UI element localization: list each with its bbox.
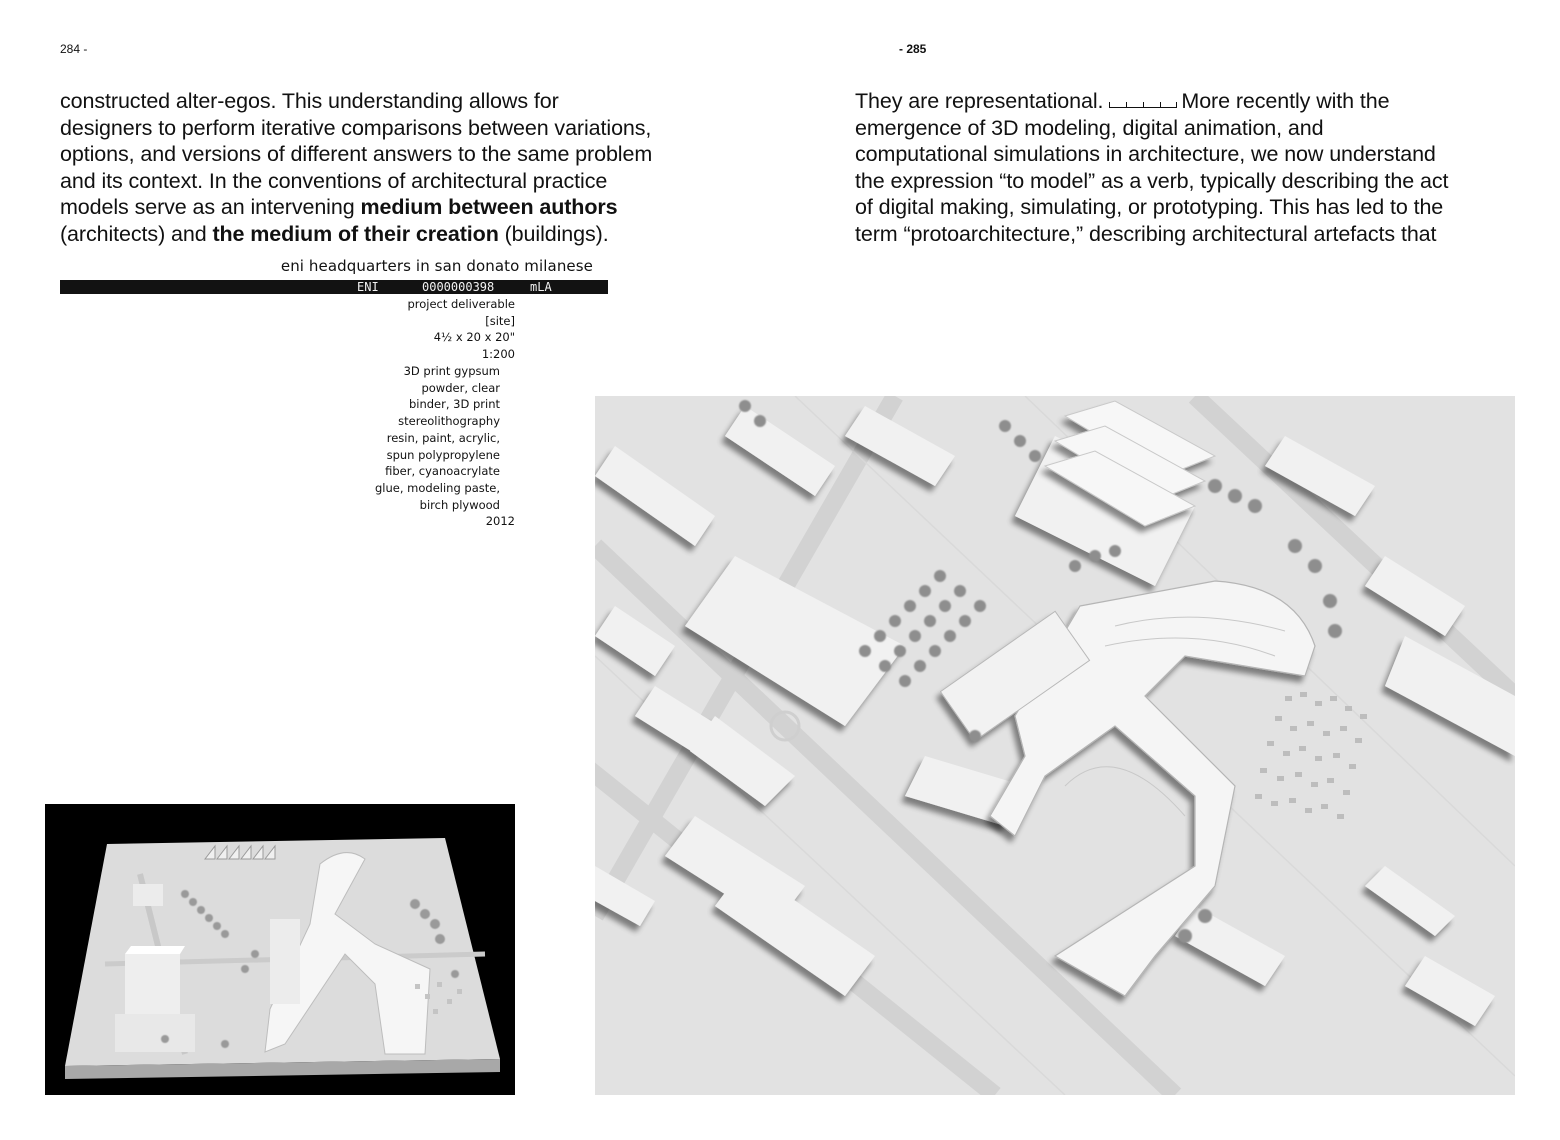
material-line: birch plywood: [419, 497, 500, 512]
text-line: options, and versions of different answers to the same problem: [60, 142, 653, 166]
text-line: of digital making, simulating, or prototyping. This has led to the: [855, 195, 1444, 219]
text-run: More recently with the: [1181, 89, 1390, 113]
spec-subject: [site]: [485, 313, 515, 328]
text-run: They are representational.: [855, 89, 1104, 113]
project-number: 0000000398: [422, 280, 495, 294]
project-title: eni headquarters in san donato milanese: [280, 257, 593, 275]
project-code-bar: [60, 280, 608, 294]
material-line: stereolithography: [398, 414, 500, 429]
material-line: glue, modeling paste,: [375, 480, 500, 495]
material-line: resin, paint, acrylic,: [386, 430, 500, 445]
spec-year: 2012: [485, 514, 515, 528]
material-line: 3D print gypsum: [403, 364, 500, 378]
text-line: term “protoarchitecture,” describing architectural artefacts that: [855, 221, 1437, 246]
page-number-left: 284 -: [60, 42, 88, 56]
project-specs: [407, 296, 515, 363]
page-number-right: - 285: [899, 42, 927, 56]
text-line: the expression “to model” as a verb, typically describing the act: [855, 168, 1449, 193]
right-body-text: [855, 88, 1535, 247]
material-line: spun polypropylene: [386, 447, 500, 462]
material-line: binder, 3D print: [408, 397, 500, 412]
text-run: (buildings).: [498, 221, 609, 246]
text-line: and its context. In the conventions of architectural practice: [60, 168, 608, 193]
material-line: powder, clear: [421, 380, 500, 395]
text-line: [60, 194, 720, 221]
spec-materials: [375, 363, 500, 513]
spec-scale: 1:200: [481, 347, 515, 362]
spec-type: project deliverable: [407, 297, 515, 311]
project-office-code: mLA: [530, 280, 552, 294]
model-top-view-photo: [595, 396, 1515, 1095]
blank-marker-icon: [1109, 98, 1177, 108]
text-line: designers to perform iterative comparisons between variations,: [60, 115, 652, 140]
model-perspective-photo: [45, 804, 515, 1095]
text-line: computational simulations in architecture, we now understand: [855, 142, 1436, 166]
left-body-text: [60, 88, 720, 247]
material-line: fiber, cyanoacrylate: [385, 464, 500, 479]
bold-phrase: the medium of their creation: [212, 221, 499, 246]
text-line: constructed alter-egos. This understanding allows for: [60, 89, 559, 113]
spec-dimensions: 4½ x 20 x 20": [433, 330, 515, 345]
text-line: [855, 88, 1535, 115]
bold-phrase: medium between authors: [360, 195, 618, 219]
text-run: (architects) and: [60, 221, 213, 246]
project-client-code: ENI: [357, 280, 379, 294]
text-line: [60, 221, 720, 248]
text-line: emergence of 3D modeling, digital animation, and: [855, 115, 1324, 140]
text-run: models serve as an intervening: [60, 195, 361, 219]
